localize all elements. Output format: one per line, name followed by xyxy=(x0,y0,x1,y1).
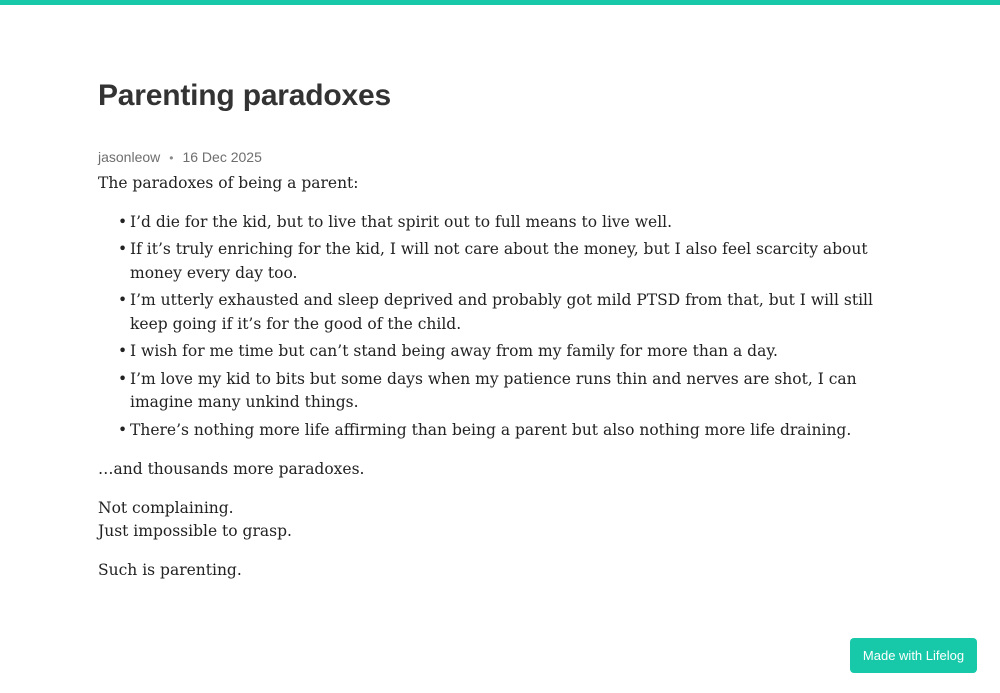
post-date: 16 Dec 2025 xyxy=(182,149,262,165)
bullet-icon: • xyxy=(118,342,128,360)
list-item xyxy=(118,340,898,364)
list-item-text: I’d die for the kid, but to live that spirit out to full means to live well. xyxy=(130,212,673,231)
top-accent-bar xyxy=(0,0,1000,5)
list-item xyxy=(118,238,898,285)
post-meta xyxy=(98,147,262,168)
list-item xyxy=(118,419,898,443)
meta-separator: • xyxy=(169,151,174,165)
list-item-text: I’m love my kid to bits but some days when my patience runs thin and nerves are shot, I can imagine many unkind things. xyxy=(130,369,857,411)
bullet-icon: • xyxy=(118,291,128,309)
post-intro: The paradoxes of being a parent: xyxy=(98,174,359,192)
author-name[interactable]: jasonleow xyxy=(98,149,161,165)
list-item-text: I’m utterly exhausted and sleep deprived and probably got mild PTSD from that, but I will still keep going if it’s for the good of the child. xyxy=(130,291,873,333)
made-with-lifelog-button[interactable]: Made with Lifelog xyxy=(850,638,977,673)
list-item xyxy=(118,211,898,235)
bullet-icon: • xyxy=(118,369,128,388)
post-closing: Such is parenting. xyxy=(98,560,242,579)
list-item-text: There’s nothing more life affirming than being a parent but also nothing more life draining. xyxy=(130,420,852,439)
paradox-list xyxy=(98,211,898,443)
bullet-icon: • xyxy=(118,420,128,439)
bullet-icon: • xyxy=(118,240,128,258)
impossible-line: Just impossible to grasp. xyxy=(98,522,292,540)
not-complaining-line: Not complaining. xyxy=(98,498,234,517)
post-paragraph-not-complaining xyxy=(98,497,898,544)
post-body xyxy=(98,172,898,597)
list-item xyxy=(118,368,898,415)
bullet-icon: • xyxy=(118,212,128,231)
list-item-text: I wish for me time but can’t stand being away from my family for more than a day. xyxy=(130,342,778,360)
list-item xyxy=(118,289,898,336)
post-more-paradoxes: …and thousands more paradoxes. xyxy=(98,460,365,478)
post-title: Parenting paradoxes xyxy=(98,79,391,112)
list-item-text: If it’s truly enriching for the kid, I will not care about the money, but I also feel scarcity about money every day too. xyxy=(130,240,868,282)
